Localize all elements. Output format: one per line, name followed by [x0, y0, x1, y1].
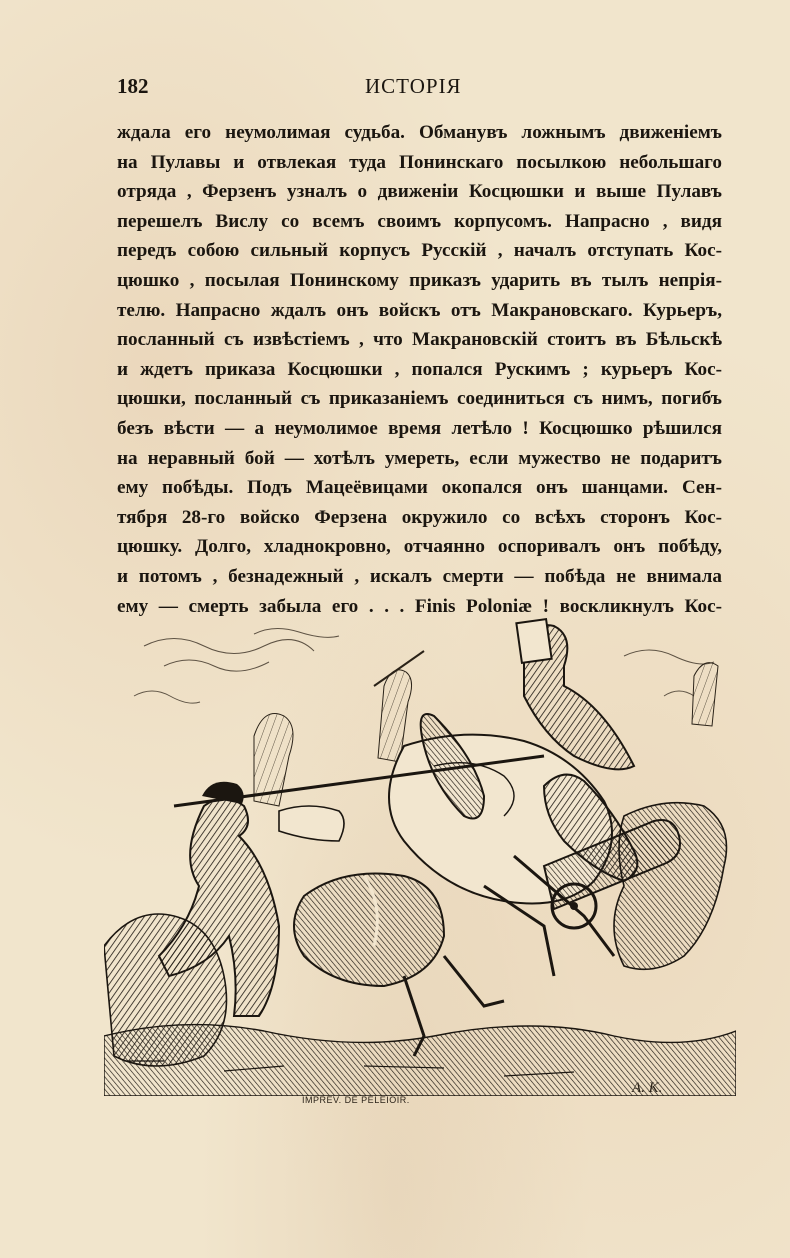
page-number: 182: [117, 74, 149, 98]
text-line: телю. Напрасно ждалъ онъ войскъ отъ Макрановскаго. Курьеръ,: [117, 299, 722, 321]
text-line: посланный съ извѣстiемъ , что Макрановскiй стоитъ въ Бѣльскѣ: [117, 329, 722, 351]
body-text: [117, 118, 722, 621]
text-line: тября 28-го войско Ферзена окружило со всѣхъ сторонъ Кос-: [117, 506, 722, 528]
text-line: отряда , Ферзенъ узналъ о движенiи Косцюшки и выше Пулавъ: [117, 181, 722, 203]
text-line: цюшки, посланный съ приказанiемъ соединиться съ нимъ, погибъ: [117, 388, 722, 410]
battle-engraving: [104, 616, 736, 1096]
text-line: на неравный бой — хотѣлъ умереть, если мужество не подаритъ: [117, 447, 722, 469]
artist-signature: A. K.: [632, 1080, 663, 1096]
text-line: перешелъ Вислу со всемъ своимъ корпусомъ. Напрасно , видя: [117, 210, 722, 232]
text-line: ему — смерть забыла его . . . Finis Poloniæ ! воскликнулъ Кос-: [117, 595, 722, 617]
text-line: безъ вѣсти — а неумолимое время летѣло ! Косцюшко рѣшился: [117, 417, 722, 439]
text-line: цюшку. Долго, хладнокровно, отчаянно оспоривалъ онъ побѣду,: [117, 536, 722, 558]
text-line: ждала его неумолимая судьба. Обманувъ ложнымъ движенiемъ: [117, 122, 722, 143]
text-line: на Пулавы и отвлекая туда Понинскаго посылкою небольшаго: [117, 151, 722, 173]
text-line: и ждетъ приказа Косцюшки , попался Рускимъ ; курьеръ Кос-: [117, 358, 722, 380]
running-title: ИСТОРІЯ: [365, 74, 462, 98]
text-line: ему побѣды. Подъ Мацеёвицами окопался онъ шанцами. Сен-: [117, 477, 722, 499]
battle-engraving-image: [104, 616, 736, 1096]
engraver-credit: IMPREV. DE PELEIOIR.: [302, 1095, 410, 1105]
text-line: передъ собою сильный корпусъ Русскiй , началъ отступать Кос-: [117, 240, 722, 262]
text-line: цюшко , посылая Понинскому приказъ ударить въ тылъ непрiя-: [117, 269, 722, 291]
text-line: и потомъ , безнадежный , искалъ смерти — побѣда не внимала: [117, 565, 722, 587]
page-header: [117, 74, 717, 104]
